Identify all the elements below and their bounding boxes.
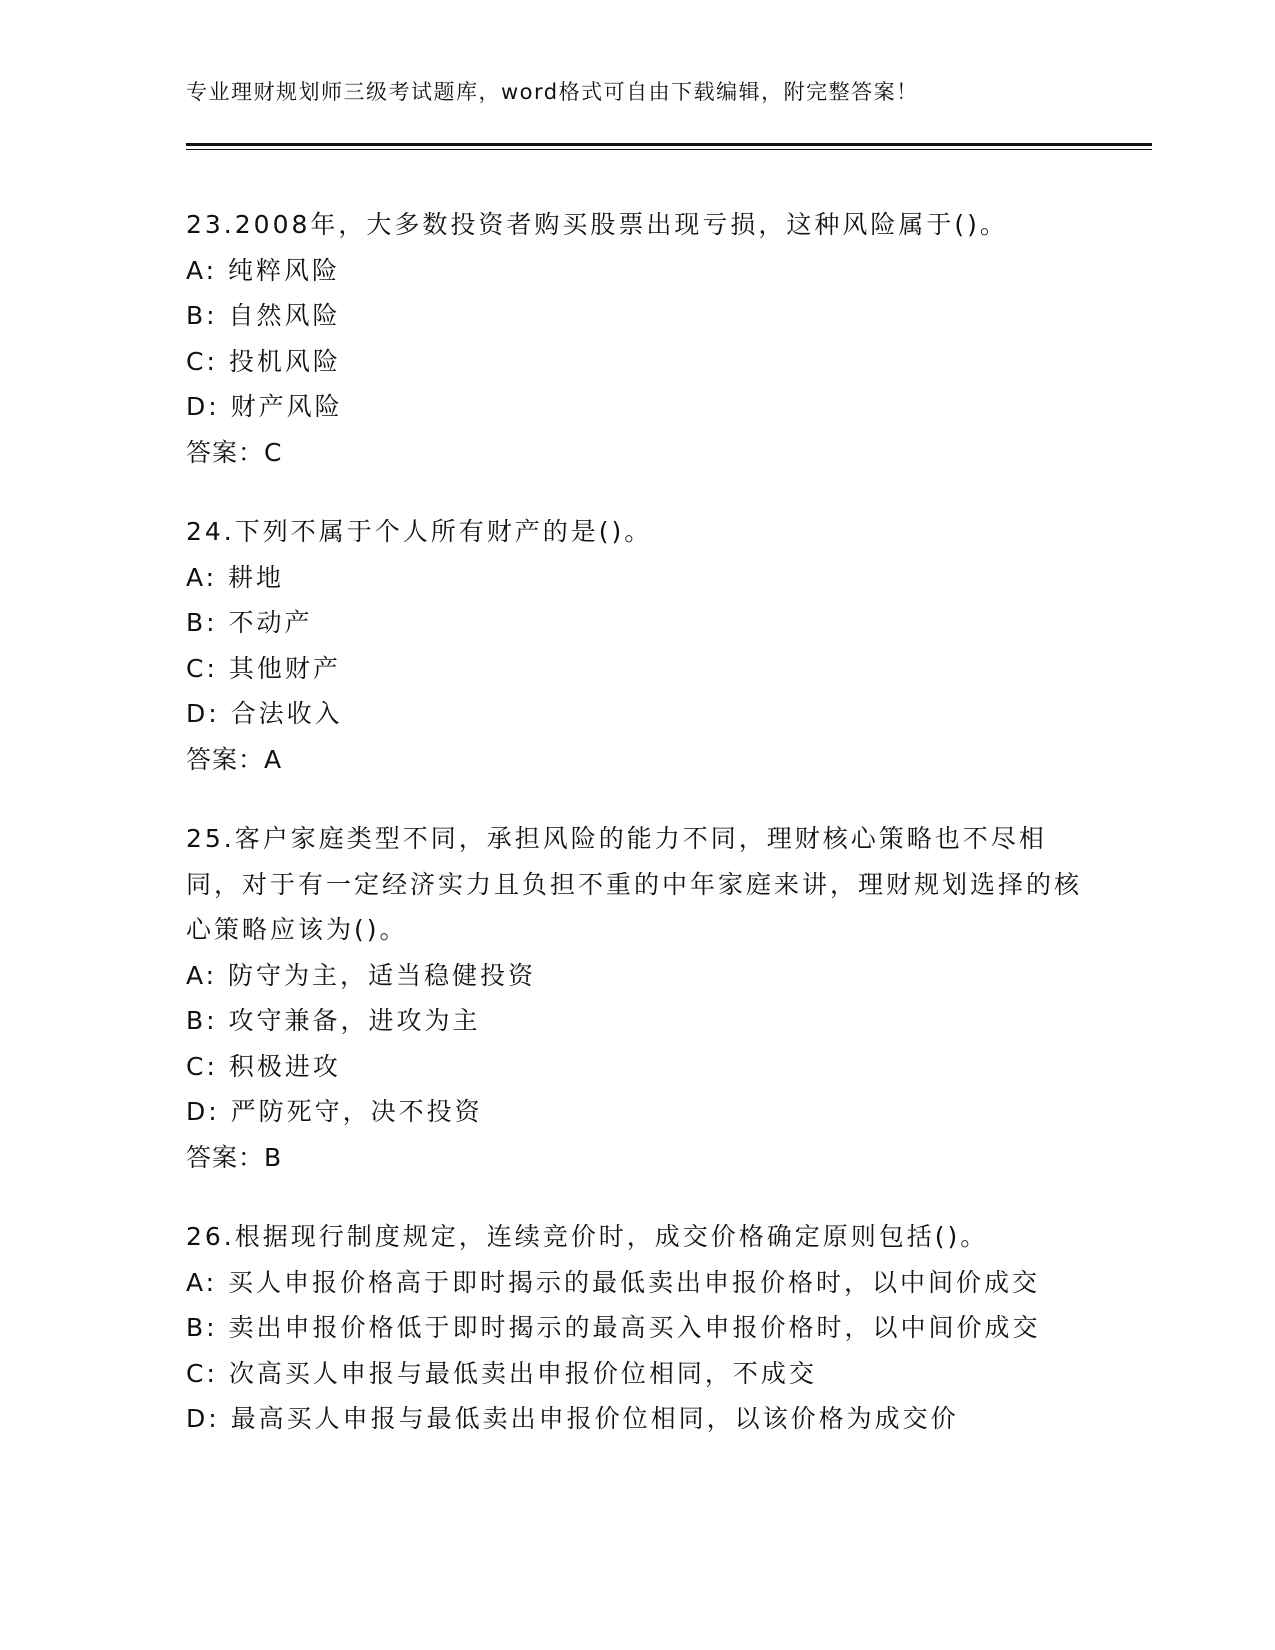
question-26 [186, 1214, 1086, 1442]
option-b: B: 卖出申报价格低于即时揭示的最高买入申报价格时，以中间价成交 [186, 1313, 1041, 1342]
header-divider-thick-line [186, 143, 1152, 146]
option-b: B: 攻守兼备，进攻为主 [186, 1006, 481, 1035]
question-stem: 23.2008年，大多数投资者购买股票出现亏损，这种风险属于()。 [186, 210, 1008, 239]
question-stem: 25.客户家庭类型不同，承担风险的能力不同，理财核心策略也不尽相同，对于有一定经济实力且负担不重的中年家庭来讲，理财规划选择的核心策略应该为()。 [186, 824, 1083, 944]
question-23 [186, 202, 1086, 475]
option-d: D: 严防死守，决不投资 [186, 1097, 483, 1126]
question-stem: 26.根据现行制度规定，连续竞价时，成交价格确定原则包括()。 [186, 1222, 989, 1251]
answer-label: 答案：C [186, 437, 283, 467]
question-24 [186, 509, 1086, 782]
header-divider-thin-line [186, 149, 1152, 150]
option-a: A: 纯粹风险 [186, 255, 341, 285]
question-list [186, 202, 1086, 1476]
option-a: A: 防守为主，适当稳健投资 [186, 960, 537, 990]
option-c: C: 次高买人申报与最低卖出申报价位相同，不成交 [186, 1358, 817, 1388]
option-c: C: 其他财产 [186, 653, 341, 683]
header-divider [186, 143, 1152, 151]
page-header: 专业理财规划师三级考试题库，word格式可自由下载编辑，附完整答案！ [186, 80, 919, 104]
answer-label: 答案：B [186, 1142, 283, 1172]
option-a: A: 买人申报价格高于即时揭示的最低卖出申报价格时，以中间价成交 [186, 1267, 1041, 1297]
option-c: C: 投机风险 [186, 346, 341, 376]
question-25 [186, 816, 1086, 1180]
question-stem: 24.下列不属于个人所有财产的是()。 [186, 517, 653, 546]
option-a: A: 耕地 [186, 562, 285, 592]
option-c: C: 积极进攻 [186, 1051, 341, 1081]
option-d: D: 财产风险 [186, 392, 343, 421]
option-d: D: 最高买人申报与最低卖出申报价位相同，以该价格为成交价 [186, 1404, 959, 1433]
answer-label: 答案：A [186, 744, 283, 774]
option-b: B: 自然风险 [186, 301, 341, 330]
option-d: D: 合法收入 [186, 699, 343, 728]
option-b: B: 不动产 [186, 608, 313, 637]
